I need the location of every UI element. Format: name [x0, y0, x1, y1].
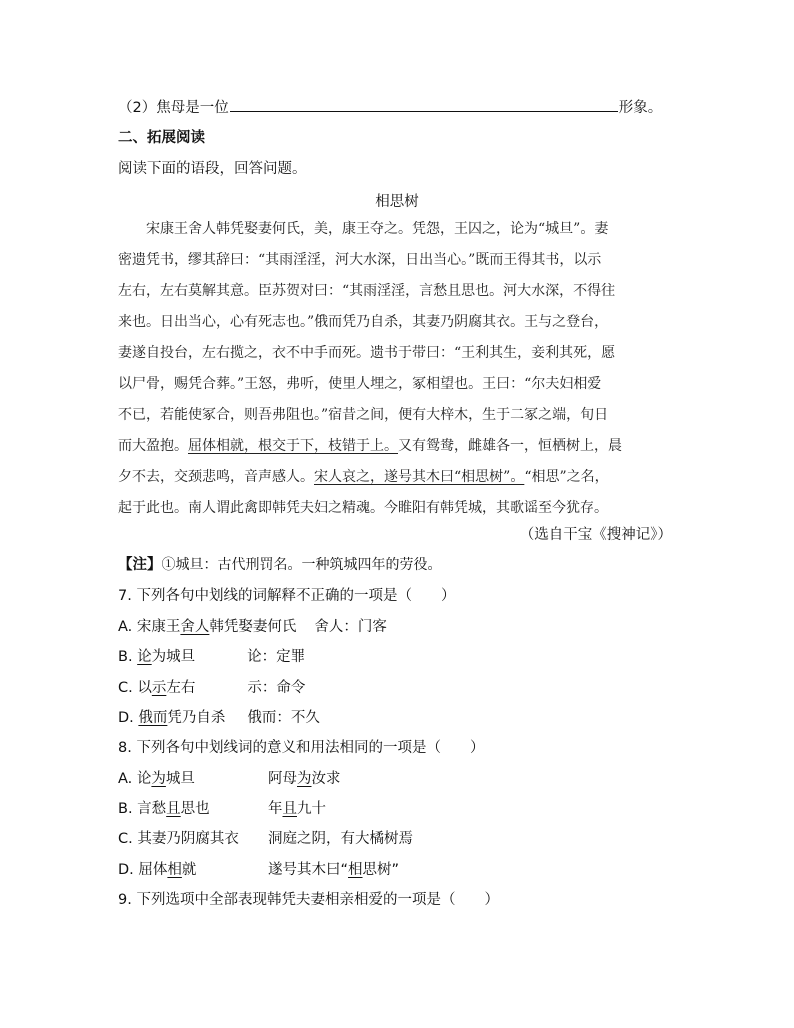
q8-option-d: D. 屈体相就 遂号其木曰“相思树” — [118, 862, 400, 878]
passage-line: 密遗凭书，缪其辞曰：“其雨淫淫，河大水深，日出当心。”既而王得其书，以示 — [118, 252, 602, 268]
answer-blank[interactable] — [230, 97, 618, 112]
question-9-stem: 9. 下列选项中全部表现韩凭夫妻相亲相爱的一项是（ ） — [118, 892, 499, 908]
passage-line: 以尸骨，赐凭合葬。”王怒，弗听，使里人埋之，冢相望也。王曰：“尔夫妇相爱 — [118, 376, 602, 392]
q8-option-c: C. 其妻乃阴腐其衣 洞庭之阴，有大橘树焉 — [118, 831, 413, 847]
passage-line: 起于此也。南人谓此禽即韩凭夫妇之精魂。今睢阳有韩凭城，其歌谣至今犹存。 — [118, 500, 608, 516]
q8-option-b: B. 言愁且思也 年且九十 — [118, 801, 326, 817]
footnote-text: ①城旦：古代刑罚名。一种筑城四年的劳役。 — [161, 557, 442, 573]
passage-line: 不已，若能使冢合，则吾弗阻也。”宿昔之间，便有大梓木，生于二冢之端，旬日 — [118, 407, 609, 423]
underlined-sentence: 宋人哀之，遂号其木曰“相思树”。 — [314, 469, 525, 485]
q8-option-a: A. 论为城旦 阿母为汝求 — [118, 771, 341, 787]
q7-option-b: B. 论为城旦 论：定罪 — [118, 649, 306, 665]
passage-line: 左右，左右莫解其意。臣苏贺对曰：“其雨淫淫，言愁且思也。河大水深，不得往 — [118, 283, 616, 299]
section-heading: 二、拓展阅读 — [118, 130, 205, 146]
q7-option-c: C. 以示左右 示：命令 — [118, 680, 306, 696]
q7-option-a: A. 宋康王舍人韩凭娶妻何氏 舍人：门客 — [118, 619, 387, 635]
question-2-suffix: 形象。 — [618, 100, 663, 116]
reading-instruction: 阅读下面的语段，回答问题。 — [118, 161, 307, 177]
question-7-stem: 7. 下列各句中划线的词解释不正确的一项是（ ） — [118, 588, 456, 604]
underlined-sentence: 屈体相就，根交于下，枝错于上。 — [188, 438, 398, 454]
passage-line: 妻遂自投台，左右揽之，衣不中手而死。遗书于带曰：“王利其生，妾利其死，愿 — [118, 345, 616, 361]
passage-line: 来也。日出当心，心有死志也。”俄而凭乃自杀，其妻乃阴腐其衣。王与之登台， — [118, 314, 609, 330]
q7-option-d: D. 俄而凭乃自杀 俄而：不久 — [118, 710, 320, 726]
question-8-stem: 8. 下列各句中划线词的意义和用法相同的一项是（ ） — [118, 740, 485, 756]
footnote — [118, 555, 442, 575]
question-2-line — [118, 97, 662, 118]
footnote-label: 【注】 — [118, 557, 162, 573]
passage-line: 夕不去，交颈悲鸣，音声感人。宋人哀之，遂号其木曰“相思树”。“相思”之名， — [118, 469, 609, 485]
passage-title: 相思树 — [375, 194, 419, 210]
passage-line: 宋康王舍人韩凭娶妻何氏，美，康王夺之。凭怨，王囚之，论为“城旦”。妻 — [146, 221, 609, 237]
passage-line: 而大盈抱。屈体相就，根交于下，枝错于上。又有鸳鸯，雌雄各一，恒栖树上，晨 — [118, 438, 622, 454]
question-2-prefix: （2）焦母是一位 — [118, 100, 229, 116]
passage-source: （选自干宝《搜神记》） — [519, 527, 672, 543]
